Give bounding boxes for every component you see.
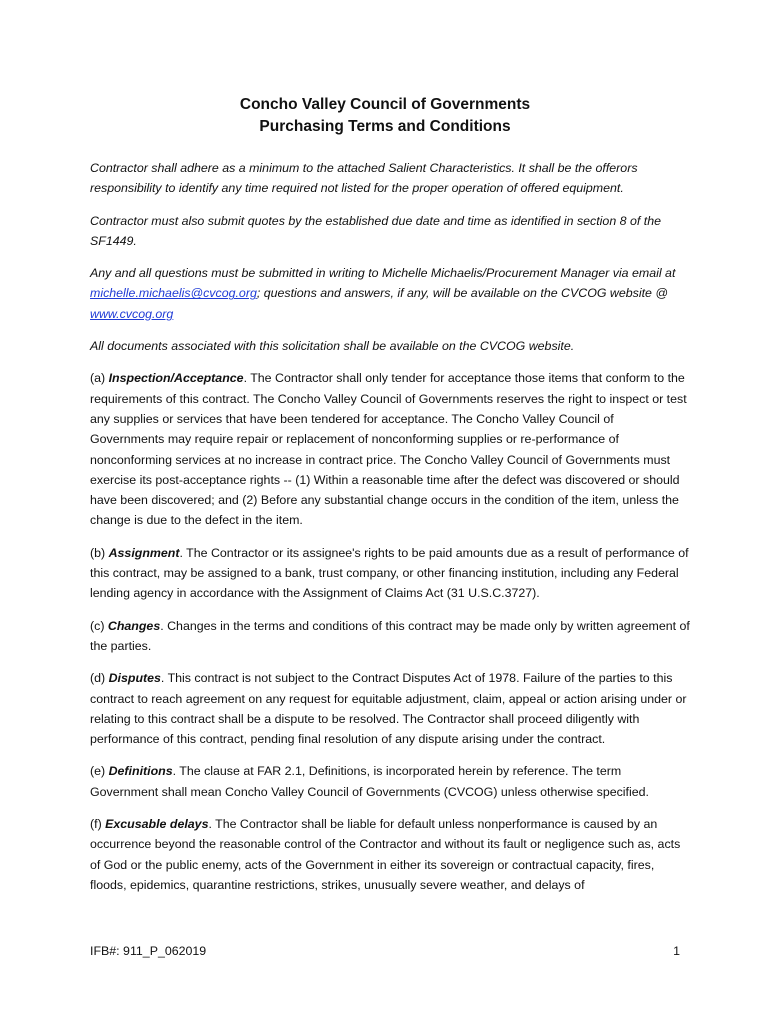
document-body xyxy=(90,158,690,907)
clause-d-text: . This contract is not subject to the Contract Disputes Act of 1978. Failure of the parties to this contract to reach agreement on any request for equitable adjustment, claim, appeal or action arising under or relating to this contract shall be a dispute to be resolved. The Contractor shall proceed diligently with performance of this contract, pending final resolution of any dispute arising under the contract. xyxy=(90,671,687,747)
clause-a xyxy=(90,368,690,530)
clause-f xyxy=(90,814,690,895)
clause-c-term: Changes xyxy=(107,618,161,633)
document-header xyxy=(0,94,770,138)
clause-e-label: (e) xyxy=(90,764,109,779)
clause-d xyxy=(90,668,690,749)
clause-c xyxy=(90,616,690,657)
intro-paragraph-2: Contractor must also submit quotes by the established due date and time as identified in section 8 of the SF1449. xyxy=(90,213,661,248)
clause-c-text: . Changes in the terms and conditions of this contract may be made only by written agreement of the parties. xyxy=(90,618,690,653)
footer-ifb-number: IFB#: 911_P_062019 xyxy=(90,944,207,958)
clause-d-term: Disputes xyxy=(108,671,161,686)
clause-a-term: Inspection/Acceptance xyxy=(108,371,244,386)
questions-text-cont: ; questions and answers, if any, will be available on the CVCOG website @ xyxy=(256,286,668,301)
clause-e-term: Definitions xyxy=(108,764,173,779)
intro-paragraph-4: All documents associated with this solicitation shall be available on the CVCOG website. xyxy=(90,339,575,354)
clause-b-label: (b) xyxy=(90,545,109,560)
clause-f-term: Excusable delays xyxy=(105,817,209,832)
website-link[interactable]: www.cvcog.org xyxy=(90,306,174,321)
email-link[interactable]: michelle.michaelis@cvcog.org xyxy=(90,286,257,301)
clause-f-text: . The Contractor shall be liable for default unless nonperformance is caused by an occurrence beyond the reasonable control of the Contractor and without its fault or negligence such as, acts of God or the public enemy, acts of the Government in either its sovereign or contractual capacity, fires, floods, epidemics, quarantine restrictions, strikes, unusually severe weather, and delays of xyxy=(90,817,681,892)
questions-text: Any and all questions must be submitted in writing to Michelle Michaelis/Procurement Manager via email at xyxy=(90,266,676,281)
intro-paragraph-1: Contractor shall adhere as a minimum to the attached Salient Characteristics. It shall be the offerors responsibility to identify any time required not listed for the proper operation of offered equipment. xyxy=(90,161,638,196)
clause-e xyxy=(90,761,690,802)
clause-a-label: (a) xyxy=(90,371,109,386)
clause-b xyxy=(90,543,690,604)
clause-a-text: . The Contractor shall only tender for acceptance those items that conform to the requirements of this contract. The Concho Valley Council of Governments reserves the right to inspect or test any supplies or services that have been tendered for acceptance. The Concho Valley Council of Governments may require repair or replacement of nonconforming supplies or re-performance of nonconforming services at no increase in contract price. The Concho Valley Council of Governments must exercise its post-acceptance rights -- (1) Within a reasonable time after the defect was discovered or should have been discovered; and (2) Before any substantial change occurs in the condition of the item, unless the change is due to the defect in the item. xyxy=(90,371,687,528)
clause-c-label: (c) xyxy=(90,618,108,633)
clause-e-text: . The clause at FAR 2.1, Definitions, is incorporated herein by reference. The term Government shall mean Concho Valley Council of Governments (CVCOG) unless otherwise specified. xyxy=(90,764,649,799)
clause-f-label: (f) xyxy=(90,817,106,832)
clause-b-term: Assignment xyxy=(108,545,180,560)
organization-name: Concho Valley Council of Governments xyxy=(239,96,531,113)
document-title: Purchasing Terms and Conditions xyxy=(259,118,511,135)
clause-b-text: . The Contractor or its assignee's rights to be paid amounts due as a result of performance of this contract, may be assigned to a bank, trust company, or other financing institution, including any Federal lending agency in accordance with the Assignment of Claims Act (31 U.S.C.3727). xyxy=(90,545,689,601)
footer-page-number: 1 xyxy=(673,944,680,958)
intro-paragraph-3 xyxy=(90,263,690,324)
clause-d-label: (d) xyxy=(90,671,109,686)
